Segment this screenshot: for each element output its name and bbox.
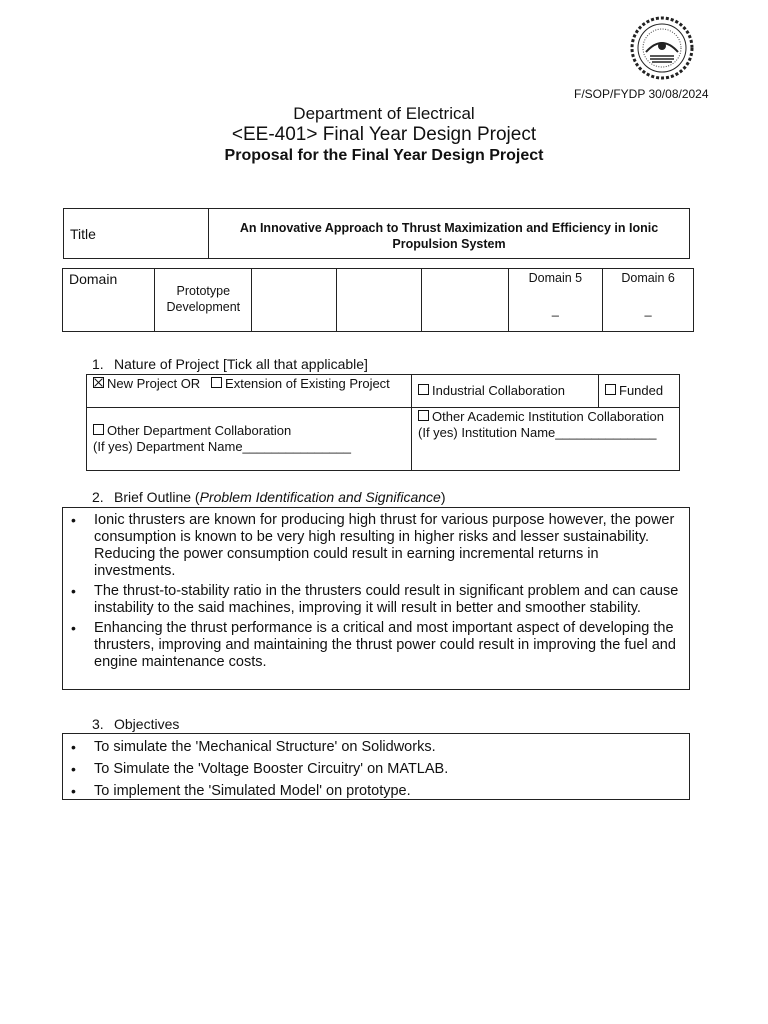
list-item: • Enhancing the thrust performance is a critical and most important aspect of developing the thrusters, improving and maintaining the thrust power could result in improving the fuel and engine maintenance costs. [63, 620, 689, 671]
extension-label: Extension of Existing Project [225, 376, 390, 391]
new-project-label: New Project OR [107, 376, 201, 391]
section-2-title-suffix: ) [440, 489, 446, 505]
domain-cell-1 [155, 269, 252, 332]
domain-cell-2 [252, 269, 337, 332]
proposal-heading: Proposal for the Final Year Design Project [224, 147, 544, 164]
domain-label: Domain [63, 269, 155, 332]
list-item: • The thrust-to-stability ratio in the thrusters could result in significant problem and can cause instability to the said machines, improving it will result in better and smoother stability. [63, 583, 689, 617]
domain-6-label: Domain 6 [621, 271, 675, 285]
domain-5-label: Domain 5 [528, 271, 583, 285]
list-item: • Ionic thrusters are known for producing high thrust for various purpose however, the power consumption is known to be very high resulting in higher risks and lesser sustainability. Reducing the power consumption could result in earning incremental returns in investments. [63, 512, 689, 580]
other-department-cell [87, 408, 412, 471]
institution-name-field[interactable]: (If yes) Institution Name______________ [418, 425, 657, 441]
section-2-title-italic: Problem Identification and Significance [199, 489, 441, 505]
checkbox-checked-icon[interactable] [93, 377, 104, 388]
checkbox-icon[interactable] [418, 384, 429, 395]
domain-cell-5 [508, 269, 603, 332]
domain-cell-3 [336, 269, 421, 332]
checkbox-icon[interactable] [93, 424, 104, 435]
section-2-heading [92, 489, 446, 505]
checkbox-icon[interactable] [605, 384, 616, 395]
other-institution-cell [412, 408, 680, 471]
domain-5-dash: _ [551, 303, 559, 317]
other-department-label: Other Department Collaboration [107, 423, 292, 439]
domain-cell-6 [603, 269, 694, 332]
department-name-field[interactable]: (If yes) Department Name_______________ [93, 439, 351, 455]
section-3-number: 3. [92, 716, 104, 732]
objectives-box [62, 733, 690, 800]
nature-of-project-table [86, 374, 680, 471]
domain-table [62, 268, 694, 332]
domain-cell-1-text: Prototype Development [166, 284, 241, 314]
section-3-title: Objectives [114, 716, 180, 732]
list-item: • To implement the 'Simulated Model' on prototype. [63, 782, 689, 800]
brief-outline-box [62, 507, 690, 690]
section-1-title: Nature of Project [Tick all that applicable] [114, 356, 368, 372]
other-institution-label: Other Academic Institution Collaboration [432, 409, 664, 425]
section-2-title: Brief Outline ( [114, 489, 200, 505]
title-table [63, 208, 690, 259]
section-1-number: 1. [92, 356, 104, 372]
checkbox-icon[interactable] [418, 410, 429, 421]
industrial-label: Industrial Collaboration [432, 383, 565, 399]
list-item: • To simulate the 'Mechanical Structure' on Solidworks. [63, 738, 689, 756]
domain-6-dash: _ [644, 303, 652, 317]
section-2-number: 2. [92, 489, 104, 505]
course-title: <EE-401> Final Year Design Project [231, 124, 537, 145]
new-or-extension-cell [87, 375, 412, 408]
title-label: Title [64, 209, 209, 259]
domain-cell-4 [421, 269, 508, 332]
section-1-heading [92, 356, 368, 372]
section-3-heading [92, 716, 179, 732]
funded-label: Funded [619, 383, 664, 399]
university-seal-icon [630, 16, 694, 80]
checkbox-icon[interactable] [211, 377, 222, 388]
funded-cell [599, 375, 680, 408]
project-title: An Innovative Approach to Thrust Maximization and Efficiency in Ionic Propulsion System [209, 209, 690, 259]
industrial-cell [412, 375, 599, 408]
list-item: • To Simulate the 'Voltage Booster Circuitry' on MATLAB. [63, 760, 689, 778]
document-reference: F/SOP/FYDP 30/08/2024 [574, 87, 709, 101]
department-name: Department of Electrical [293, 104, 475, 123]
